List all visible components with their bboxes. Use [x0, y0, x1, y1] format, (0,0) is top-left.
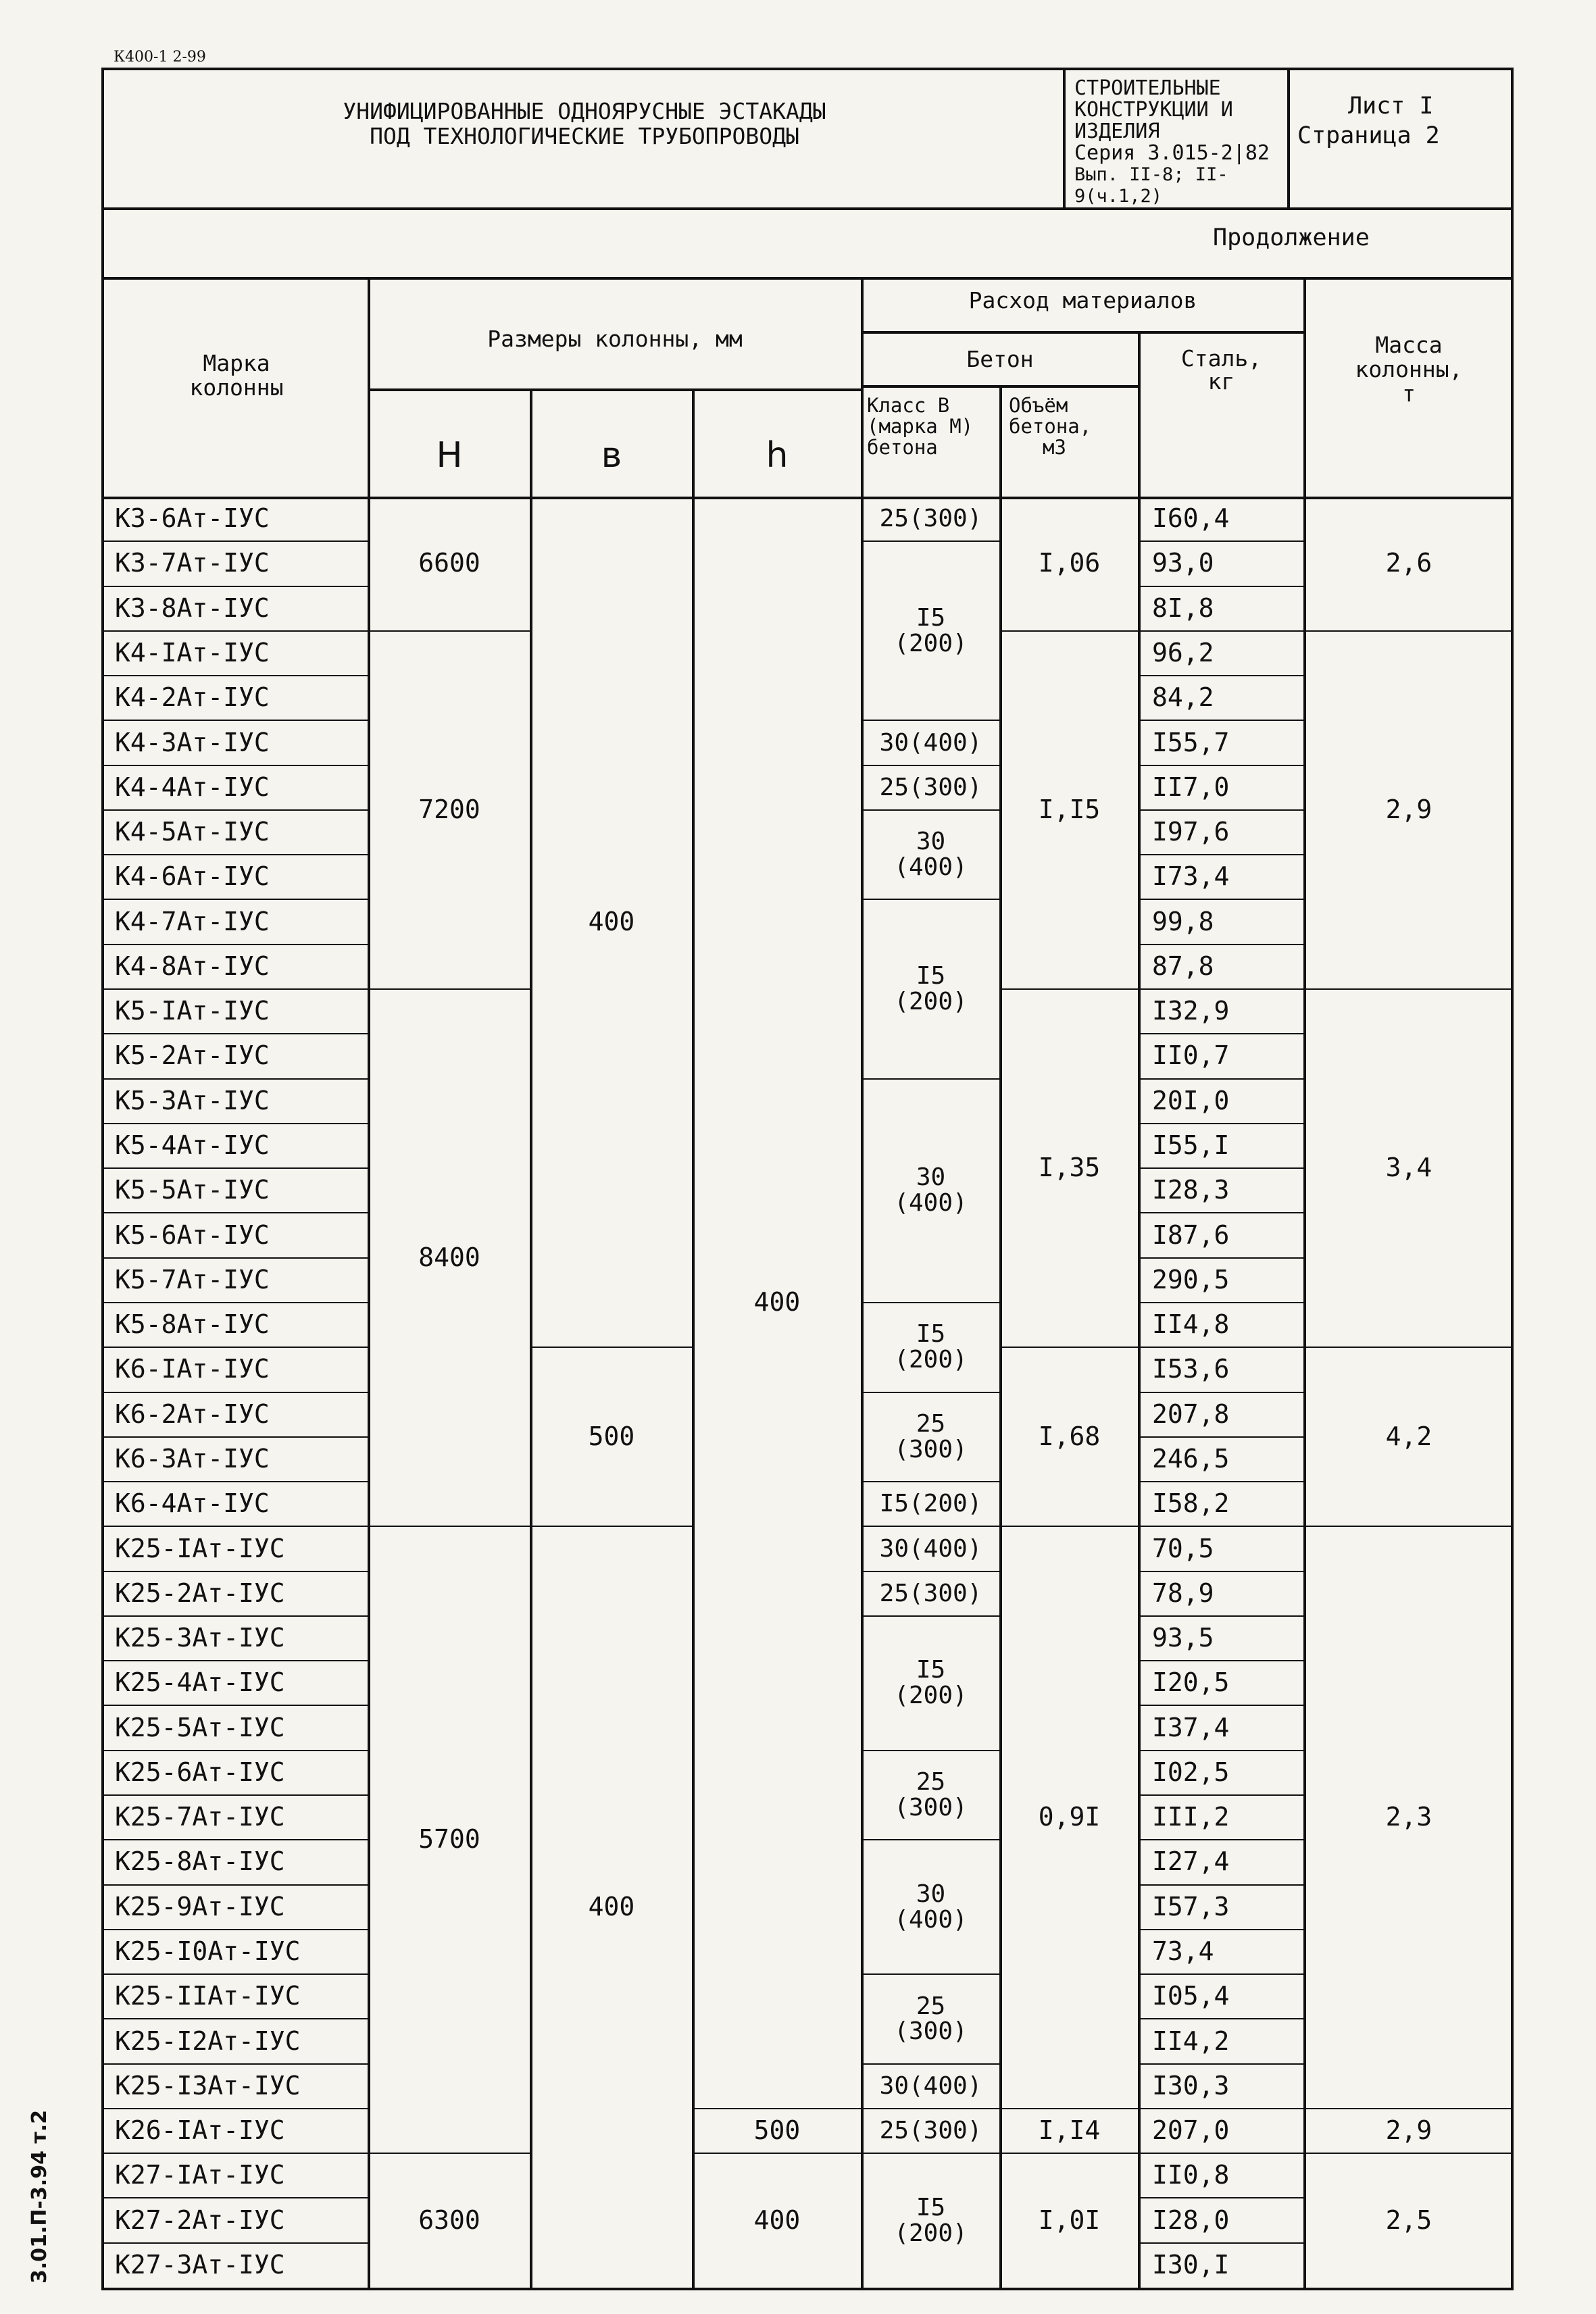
steel-value-line: I87,6	[1152, 1219, 1230, 1250]
steel-value	[1139, 1795, 1318, 1840]
concrete-class-cell-line: 25(300)	[879, 505, 982, 533]
column-mark	[101, 2243, 382, 2288]
column-mark	[101, 1437, 382, 1482]
column-mark-line: К27-3Ат-IУС	[115, 2249, 285, 2280]
column-mass-cell	[1304, 1526, 1514, 2109]
steel-value	[1139, 1168, 1318, 1213]
concrete-class-cell-line: 30(400)	[879, 728, 982, 757]
concrete-volume-cell	[1000, 631, 1139, 989]
column-mark	[101, 1974, 382, 2019]
column-mark	[101, 1034, 382, 1078]
concrete-volume-cell-line: I,I4	[1038, 2115, 1101, 2146]
side-stamp: 3.01.П-3.94 т.2	[28, 2109, 51, 2284]
column-mark	[101, 899, 382, 944]
concrete-class-cell-line: I5	[916, 962, 946, 990]
steel-value-line: I28,3	[1152, 1175, 1230, 1205]
column-mark-line: К4-2Ат-IУС	[115, 682, 270, 713]
series-line: Вып. II-8; II-9(ч.1,2)	[1074, 164, 1228, 207]
steel-value	[1139, 899, 1318, 944]
column-mark	[101, 1124, 382, 1168]
column-mass-cell-line: 2,5	[1385, 2205, 1432, 2235]
steel-value-line: I53,6	[1152, 1354, 1230, 1384]
column-mark-line: К25-IАт-IУС	[115, 1533, 285, 1563]
steel-value	[1139, 631, 1318, 676]
concrete-class-cell-line: I5	[916, 1656, 946, 1684]
steel-value	[1139, 2198, 1318, 2242]
concrete-class-cell-line: I5	[916, 1320, 946, 1349]
concrete-volume-cell-line: 0,9I	[1038, 1802, 1101, 1832]
concrete-volume-cell	[1000, 2153, 1139, 2288]
column-mark-line: К3-7Ат-IУС	[115, 548, 270, 578]
column-mark-line: К5-3Ат-IУС	[115, 1085, 270, 1115]
steel-value-line: I55,7	[1152, 727, 1230, 757]
steel-value	[1139, 1079, 1318, 1124]
column-mark-line: К5-4Ат-IУС	[115, 1130, 270, 1161]
steel-value-line: 20I,0	[1152, 1085, 1230, 1115]
column-mark-line: К3-6Ат-IУС	[115, 503, 270, 534]
steel-value	[1139, 676, 1318, 720]
concrete-class-cell-line: 25(300)	[879, 2117, 982, 2145]
height-H-cell	[368, 1526, 530, 2153]
concrete-class-cell	[862, 1303, 1000, 1392]
steel-value	[1139, 586, 1318, 631]
steel-value-line: 290,5	[1152, 1264, 1230, 1294]
depth-h-cell	[693, 2109, 862, 2153]
column-mark-line: К25-2Ат-IУС	[115, 1578, 285, 1608]
steel-value	[1139, 2153, 1318, 2198]
concrete-class-cell-line: (400)	[894, 853, 968, 882]
steel-value-line: I57,3	[1152, 1891, 1230, 1921]
steel-value-line: I37,4	[1152, 1712, 1230, 1742]
depth-h-cell-line: 400	[753, 1287, 801, 1317]
series-line: Серия 3.015-2|82	[1074, 141, 1270, 165]
steel-value-line: I58,2	[1152, 1488, 1230, 1519]
steel-value	[1139, 1482, 1318, 1526]
column-mark	[101, 1661, 382, 1705]
steel-value-line: I55,I	[1152, 1130, 1230, 1161]
concrete-class-cell	[862, 2109, 1000, 2153]
concrete-class-cell	[862, 2064, 1000, 2109]
column-mark	[101, 1526, 382, 1571]
concrete-class-cell-line: 30(400)	[879, 2071, 982, 2100]
steel-value-line: II7,0	[1152, 772, 1230, 802]
class-header-line: бетона	[867, 436, 938, 459]
steel-value-line: I30,I	[1152, 2249, 1230, 2280]
steel-value-line: I32,9	[1152, 996, 1230, 1026]
concrete-class-cell-line: 30	[916, 828, 946, 856]
volume-header-line: Объём	[1009, 394, 1068, 417]
column-mark	[101, 1392, 382, 1437]
column-mark	[101, 989, 382, 1034]
steel-value	[1139, 1751, 1318, 1795]
steel-value	[1139, 1661, 1318, 1705]
concrete-class-cell	[862, 1392, 1000, 1482]
concrete-class-cell-line: (200)	[894, 1682, 968, 1710]
concrete-class-cell-line: 30	[916, 1163, 946, 1192]
steel-value	[1139, 1840, 1318, 1884]
height-H-cell	[368, 631, 530, 989]
steel-value	[1139, 1303, 1318, 1347]
H-header: H	[436, 435, 463, 476]
column-mark-line: К6-4Ат-IУС	[115, 1488, 270, 1519]
column-mark	[101, 497, 382, 541]
steel-value	[1139, 1974, 1318, 2019]
column-mass-cell-line: 3,4	[1385, 1153, 1432, 1183]
concrete-class-cell	[862, 1571, 1000, 1616]
steel-value-line: I02,5	[1152, 1757, 1230, 1787]
steel-value-line: 84,2	[1152, 682, 1214, 713]
concrete-class-cell-line: (400)	[894, 1189, 968, 1217]
concrete-volume-cell-line: I,I5	[1038, 794, 1101, 824]
column-mark-line: К4-7Ат-IУС	[115, 906, 270, 936]
concrete-class-cell-line: 25	[916, 1992, 946, 2020]
column-mark	[101, 855, 382, 899]
concrete-class-cell-line: 25	[916, 1409, 946, 1438]
column-mark-line: К6-2Ат-IУС	[115, 1399, 270, 1429]
column-mark	[101, 1705, 382, 1750]
column-mark	[101, 1930, 382, 1974]
column-mark-line: К27-IАт-IУС	[115, 2160, 285, 2190]
concrete-class-cell-line: (300)	[894, 2017, 968, 2046]
concrete-class-cell-line: 25	[916, 1768, 946, 1796]
column-mass-cell	[1304, 497, 1514, 631]
class-header-line: (марка М)	[867, 415, 974, 438]
column-mark-line: К25-I3Ат-IУС	[115, 2070, 301, 2101]
column-mark-line: К27-2Ат-IУС	[115, 2205, 285, 2235]
column-mark	[101, 810, 382, 855]
column-mark	[101, 2019, 382, 2063]
concrete-class-cell-line: I5	[916, 2193, 946, 2221]
column-mark	[101, 945, 382, 989]
steel-value-line: 8I,8	[1152, 593, 1214, 623]
steel-value-line: I28,0	[1152, 2205, 1230, 2235]
steel-value	[1139, 497, 1318, 541]
mark-header-line: Марка	[203, 350, 270, 376]
steel-value-line: 70,5	[1152, 1533, 1214, 1563]
column-mark	[101, 1303, 382, 1347]
series-line: ИЗДЕЛИЯ	[1074, 120, 1160, 143]
column-mark-line: К25-6Ат-IУС	[115, 1757, 285, 1787]
b-header: в	[601, 435, 622, 476]
column-mark-line: К25-8Ат-IУС	[115, 1846, 285, 1877]
steel-value	[1139, 1616, 1318, 1661]
column-mark-line: К5-2Ат-IУС	[115, 1040, 270, 1071]
height-H-cell-line: 6300	[418, 2205, 480, 2235]
steel-value-line: 207,8	[1152, 1399, 1230, 1429]
steel-value-line: 207,0	[1152, 2115, 1230, 2146]
height-H-cell	[368, 989, 530, 1526]
column-mark	[101, 2109, 382, 2153]
width-b-cell	[530, 497, 693, 1347]
column-mass-cell	[1304, 2153, 1514, 2288]
column-mark	[101, 2153, 382, 2198]
continuation-label: Продолжение	[1213, 224, 1370, 251]
steel-value-line: I27,4	[1152, 1846, 1230, 1877]
concrete-class-cell	[862, 1840, 1000, 1974]
column-mark-line: К25-5Ат-IУС	[115, 1712, 285, 1742]
column-mark	[101, 2064, 382, 2109]
column-mark	[101, 1840, 382, 1884]
column-mark	[101, 720, 382, 765]
concrete-volume-cell	[1000, 1347, 1139, 1526]
steel-value	[1139, 1930, 1318, 1974]
steel-value-line: I20,5	[1152, 1667, 1230, 1698]
steel-value	[1139, 1392, 1318, 1437]
steel-value	[1139, 1124, 1318, 1168]
column-mark	[101, 1571, 382, 1616]
concrete-volume-cell	[1000, 497, 1139, 631]
concrete-class-cell-line: 30	[916, 1880, 946, 1908]
steel-value-line: III,2	[1152, 1802, 1230, 1832]
steel-value	[1139, 1571, 1318, 1616]
column-mark-line: К3-8Ат-IУС	[115, 593, 270, 623]
title-line-1: УНИФИЦИРОВАННЫЕ ОДНОЯРУСНЫЕ ЭСТАКАДЫ	[343, 98, 826, 124]
width-b-cell	[530, 1526, 693, 2288]
column-mark	[101, 1482, 382, 1526]
steel-value-line: I30,3	[1152, 2070, 1230, 2101]
steel-value	[1139, 765, 1318, 810]
height-H-cell-line: 5700	[418, 1824, 480, 1855]
column-mark-line: К5-7Ат-IУС	[115, 1264, 270, 1294]
dims-header: Размеры колонны, мм	[487, 326, 743, 352]
column-mark	[101, 765, 382, 810]
column-mark	[101, 1213, 382, 1257]
concrete-class-cell	[862, 541, 1000, 720]
steel-value	[1139, 2243, 1318, 2288]
concrete-volume-cell	[1000, 989, 1139, 1347]
concrete-class-cell-line: (300)	[894, 1793, 968, 1821]
volume-header-line: бетона,	[1009, 415, 1092, 438]
column-mark-line: К6-3Ат-IУС	[115, 1443, 270, 1474]
steel-value-line: II4,8	[1152, 1309, 1230, 1340]
concrete-header: Бетон	[966, 346, 1034, 372]
column-mark	[101, 1885, 382, 1930]
column-mark-line: К4-6Ат-IУС	[115, 861, 270, 892]
column-mass-cell-line: 2,9	[1385, 2115, 1432, 2146]
column-mark-line: К25-I2Ат-IУС	[115, 2026, 301, 2056]
column-mark-line: К25-3Ат-IУС	[115, 1623, 285, 1653]
column-mark	[101, 1751, 382, 1795]
column-mark-line: К4-8Ат-IУС	[115, 951, 270, 981]
width-b-cell-line: 500	[588, 1421, 635, 1451]
page-label: Страница 2	[1297, 122, 1440, 149]
steel-value	[1139, 2019, 1318, 2063]
column-mark	[101, 586, 382, 631]
steel-header-line: Сталь,	[1180, 345, 1262, 372]
column-mark	[101, 541, 382, 586]
steel-value-line: 73,4	[1152, 1936, 1214, 1966]
mass-header-line: колонны,	[1355, 356, 1463, 382]
steel-value-line: 246,5	[1152, 1443, 1230, 1474]
concrete-class-cell-line: I5(200)	[879, 1490, 982, 1518]
concrete-class-cell	[862, 1526, 1000, 1571]
concrete-class-cell	[862, 720, 1000, 765]
concrete-volume-cell-line: I,0I	[1038, 2205, 1101, 2235]
height-H-cell	[368, 2153, 530, 2288]
concrete-class-cell	[862, 899, 1000, 1078]
column-mark-line: К25-IIАт-IУС	[115, 1981, 301, 2011]
class-header-line: Класс В	[867, 394, 950, 417]
column-mark-line: К5-5Ат-IУС	[115, 1175, 270, 1205]
column-mark-line: К25-7Ат-IУС	[115, 1802, 285, 1832]
column-mark-line: К4-5Ат-IУС	[115, 817, 270, 847]
steel-value-line: I60,4	[1152, 503, 1230, 534]
steel-header-line: кг	[1207, 368, 1235, 395]
concrete-volume-cell-line: I,68	[1038, 1421, 1101, 1451]
materials-header: Расход материалов	[968, 287, 1197, 313]
height-H-cell-line: 6600	[418, 548, 480, 578]
steel-value-line: 99,8	[1152, 906, 1214, 936]
width-b-cell-line: 400	[588, 906, 635, 936]
mass-header-line: т	[1402, 380, 1416, 407]
concrete-class-cell	[862, 1079, 1000, 1303]
mass-header-line: Масса	[1375, 332, 1443, 358]
steel-value-line: I05,4	[1152, 1981, 1230, 2011]
steel-value	[1139, 1437, 1318, 1482]
column-mark-line: К25-4Ат-IУС	[115, 1667, 285, 1698]
steel-value-line: II0,7	[1152, 1040, 1230, 1071]
concrete-class-cell-line: I5	[916, 604, 946, 632]
title-line-2: ПОД ТЕХНОЛОГИЧЕСКИЕ ТРУБОПРОВОДЫ	[370, 123, 799, 149]
concrete-class-cell-line: 30(400)	[879, 1534, 982, 1563]
steel-value	[1139, 2109, 1318, 2153]
steel-value-line: I73,4	[1152, 861, 1230, 892]
steel-value	[1139, 1213, 1318, 1257]
column-mark	[101, 631, 382, 676]
concrete-class-cell	[862, 1974, 1000, 2064]
column-mark	[101, 1168, 382, 1213]
steel-value	[1139, 989, 1318, 1034]
steel-value-line: 93,0	[1152, 548, 1214, 578]
document-code: К400-1 2-99	[114, 49, 206, 66]
steel-value-line: I97,6	[1152, 817, 1230, 847]
steel-value	[1139, 810, 1318, 855]
depth-h-cell-line: 400	[753, 2205, 801, 2235]
column-mark	[101, 1795, 382, 1840]
steel-value	[1139, 855, 1318, 899]
concrete-class-cell	[862, 2153, 1000, 2288]
column-mark-line: К6-IАт-IУС	[115, 1354, 270, 1384]
concrete-class-cell-line: 25(300)	[879, 1579, 982, 1607]
column-mark-line: К25-I0Ат-IУС	[115, 1936, 301, 1966]
depth-h-cell	[693, 497, 862, 2109]
concrete-volume-cell	[1000, 1526, 1139, 2109]
column-mark	[101, 1616, 382, 1661]
series-line: СТРОИТЕЛЬНЫЕ	[1074, 76, 1221, 100]
steel-value	[1139, 1347, 1318, 1392]
column-mark-line: К26-IАт-IУС	[115, 2115, 285, 2146]
column-mark-line: К4-IАт-IУС	[115, 638, 270, 668]
column-mark	[101, 2198, 382, 2242]
height-H-cell-line: 8400	[418, 1242, 480, 1272]
concrete-class-cell-line: (200)	[894, 1346, 968, 1374]
column-mark	[101, 1079, 382, 1124]
column-mark-line: К25-9Ат-IУС	[115, 1891, 285, 1921]
concrete-volume-cell-line: I,06	[1038, 548, 1101, 578]
concrete-class-cell	[862, 1482, 1000, 1526]
column-mass-cell-line: 2,6	[1385, 548, 1432, 578]
column-mark	[101, 1258, 382, 1303]
concrete-volume-cell-line: I,35	[1038, 1153, 1101, 1183]
column-mass-cell	[1304, 1347, 1514, 1526]
steel-value	[1139, 1885, 1318, 1930]
steel-value	[1139, 945, 1318, 989]
concrete-class-cell-line: (200)	[894, 988, 968, 1016]
column-mass-cell-line: 4,2	[1385, 1421, 1432, 1451]
depth-h-cell-line: 500	[753, 2115, 801, 2146]
concrete-class-cell-line: (400)	[894, 1905, 968, 1934]
concrete-class-cell-line: 25(300)	[879, 773, 982, 801]
height-H-cell-line: 7200	[418, 794, 480, 824]
concrete-class-cell	[862, 497, 1000, 541]
steel-value	[1139, 720, 1318, 765]
sheet-label: Лист I	[1348, 93, 1434, 120]
column-mark-line: К4-3Ат-IУС	[115, 727, 270, 757]
depth-h-cell	[693, 2153, 862, 2288]
concrete-class-cell	[862, 765, 1000, 810]
column-mass-cell-line: 2,9	[1385, 794, 1432, 824]
column-mass-cell	[1304, 989, 1514, 1347]
concrete-class-cell	[862, 1616, 1000, 1751]
h-header: h	[766, 435, 789, 476]
steel-value-line: II4,2	[1152, 2026, 1230, 2056]
column-mass-cell	[1304, 631, 1514, 989]
concrete-volume-cell	[1000, 2109, 1139, 2153]
column-mark	[101, 1347, 382, 1392]
concrete-class-cell-line: (300)	[894, 1435, 968, 1463]
concrete-class-cell-line: (200)	[894, 629, 968, 657]
steel-value	[1139, 2064, 1318, 2109]
concrete-class-cell	[862, 810, 1000, 900]
concrete-class-cell	[862, 1751, 1000, 1840]
column-mark-line: К4-4Ат-IУС	[115, 772, 270, 802]
steel-value	[1139, 541, 1318, 586]
steel-value	[1139, 1034, 1318, 1078]
steel-value-line: 96,2	[1152, 638, 1214, 668]
steel-value-line: 93,5	[1152, 1623, 1214, 1653]
column-mark	[101, 676, 382, 720]
volume-header-line: м3	[1043, 436, 1066, 459]
column-mass-cell-line: 2,3	[1385, 1802, 1432, 1832]
steel-value-line: 78,9	[1152, 1578, 1214, 1608]
steel-value	[1139, 1705, 1318, 1750]
width-b-cell	[530, 1347, 693, 1526]
series-line: КОНСТРУКЦИИ И	[1074, 98, 1233, 122]
steel-value-line: 87,8	[1152, 951, 1214, 981]
column-mark-line: К5-8Ат-IУС	[115, 1309, 270, 1340]
steel-value	[1139, 1258, 1318, 1303]
concrete-class-cell-line: (200)	[894, 2219, 968, 2247]
steel-value	[1139, 1526, 1318, 1571]
column-mark-line: К5-IАт-IУС	[115, 996, 270, 1026]
steel-value-line: II0,8	[1152, 2160, 1230, 2190]
column-mass-cell	[1304, 2109, 1514, 2153]
width-b-cell-line: 400	[588, 1891, 635, 1921]
column-mark-line: К5-6Ат-IУС	[115, 1219, 270, 1250]
height-H-cell	[368, 497, 530, 631]
mark-header-line: колонны	[189, 374, 284, 401]
